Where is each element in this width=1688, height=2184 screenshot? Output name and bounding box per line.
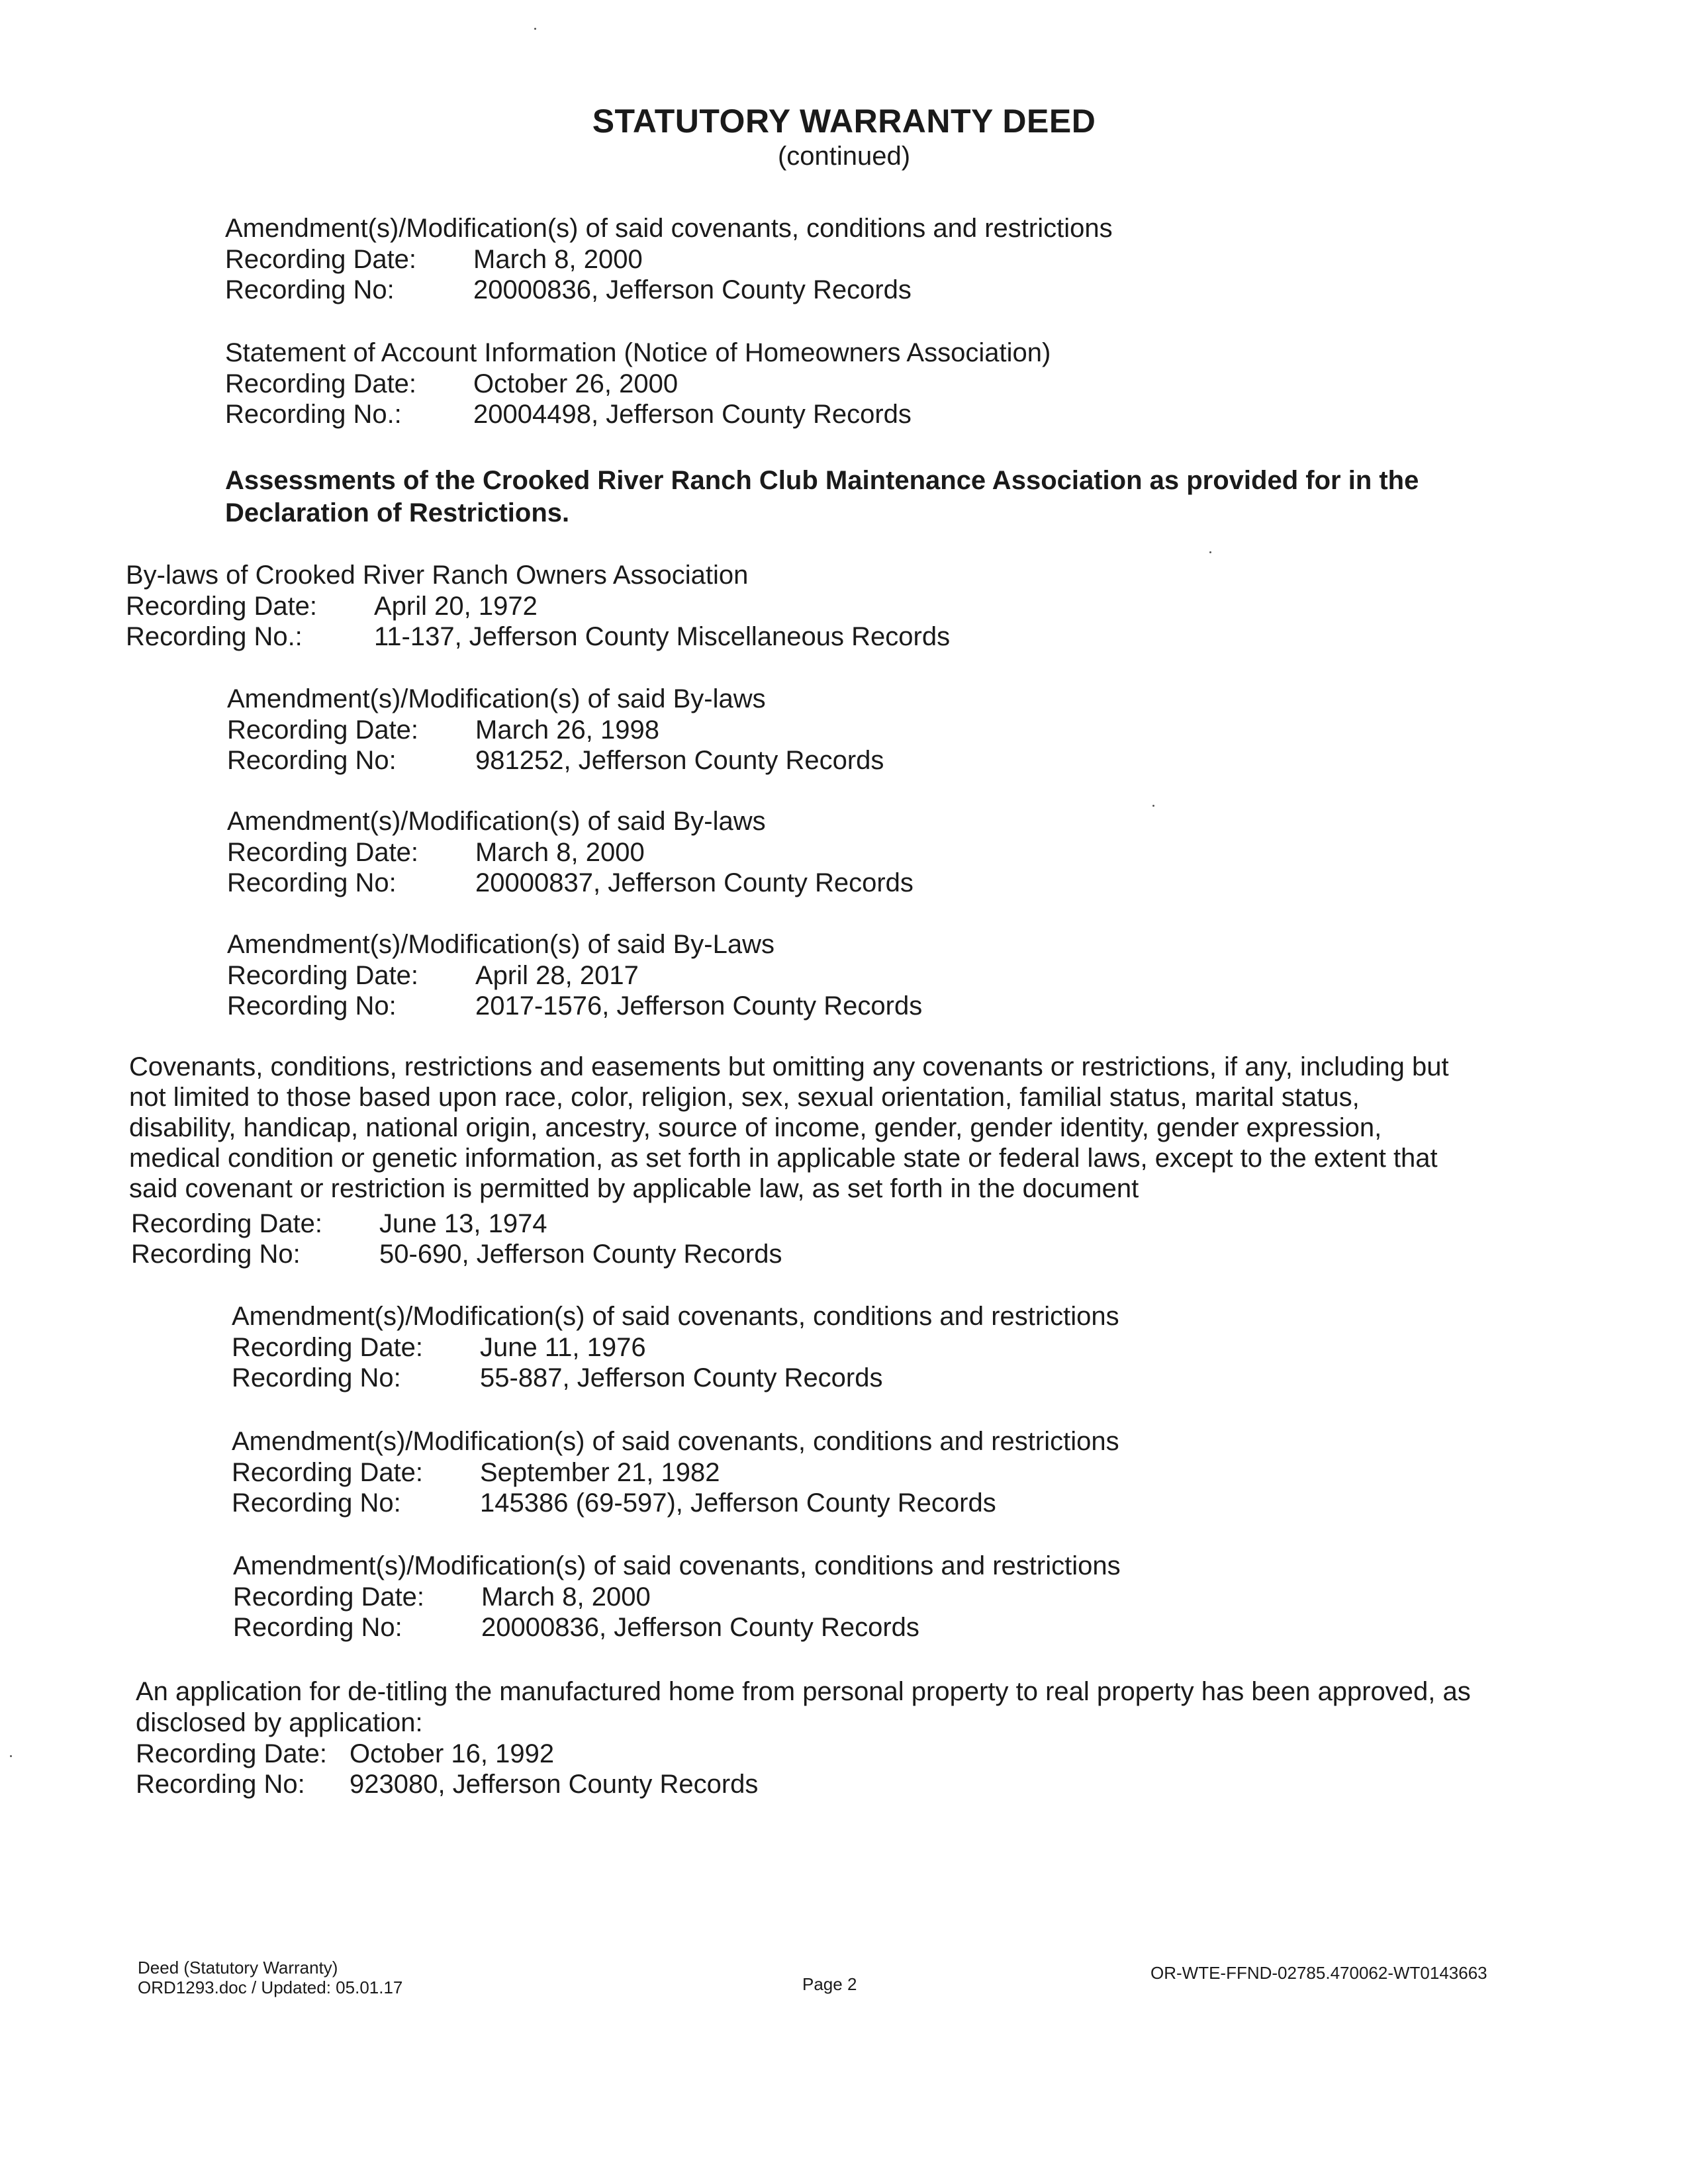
recording-date-value: June 11, 1976	[480, 1333, 646, 1362]
entry-heading: Amendment(s)/Modification(s) of said covenants, conditions and restrictions	[233, 1551, 1121, 1580]
recording-date-label: Recording Date:	[131, 1209, 323, 1238]
entry-heading: Amendment(s)/Modification(s) of said covenants, conditions and restrictions	[232, 1427, 1119, 1456]
recording-date-label: Recording Date:	[136, 1739, 328, 1768]
recording-no-label: Recording No:	[227, 991, 397, 1021]
recording-date-value: April 20, 1972	[374, 592, 538, 621]
recording-date-value: October 16, 1992	[350, 1739, 555, 1768]
recording-no-label: Recording No.:	[225, 400, 402, 429]
recording-date-value: June 13, 1974	[379, 1209, 547, 1238]
recording-no-label: Recording No:	[227, 746, 397, 775]
recording-date-label: Recording Date:	[225, 369, 417, 398]
scan-speck	[10, 1755, 12, 1757]
recording-date-label: Recording Date:	[225, 245, 417, 274]
recording-no-value: 20000837, Jefferson County Records	[475, 868, 914, 897]
entry-heading: Amendment(s)/Modification(s) of said By-laws	[227, 684, 766, 713]
recording-date-value: October 26, 2000	[473, 369, 679, 398]
scan-speck	[1152, 805, 1154, 807]
recording-no-value: 981252, Jefferson County Records	[475, 746, 884, 775]
recording-date-label: Recording Date:	[233, 1582, 425, 1612]
recording-date-label: Recording Date:	[232, 1458, 424, 1487]
recording-no-value: 2017-1576, Jefferson County Records	[475, 991, 923, 1021]
recording-date-label: Recording Date:	[227, 961, 419, 990]
recording-no-value: 145386 (69-597), Jefferson County Records	[480, 1488, 996, 1518]
entry-heading: By-laws of Crooked River Ranch Owners Association	[126, 561, 749, 590]
recording-date-value: April 28, 2017	[475, 961, 639, 990]
recording-no-label: Recording No:	[131, 1240, 301, 1269]
scan-speck	[1209, 551, 1211, 553]
recording-date-label: Recording Date:	[227, 838, 419, 867]
entry-heading: Amendment(s)/Modification(s) of said By-laws	[227, 807, 766, 836]
recording-no-label: Recording No:	[232, 1488, 401, 1518]
recording-date-label: Recording Date:	[126, 592, 318, 621]
recording-no-label: Recording No:	[227, 868, 397, 897]
detitling-line: disclosed by application:	[136, 1708, 423, 1737]
recording-date-value: March 8, 2000	[481, 1582, 651, 1612]
recording-no-value: 50-690, Jefferson County Records	[379, 1240, 782, 1269]
entry-heading: Amendment(s)/Modification(s) of said By-Laws	[227, 930, 774, 959]
assessments-heading-line2: Declaration of Restrictions.	[225, 498, 570, 527]
recording-date-label: Recording Date:	[232, 1333, 424, 1362]
recording-no-label: Recording No:	[233, 1613, 402, 1642]
page-title: STATUTORY WARRANTY DEED	[592, 103, 1096, 140]
recording-no-value: 55-887, Jefferson County Records	[480, 1363, 883, 1392]
footer-file-reference: OR-WTE-FFND-02785.470062-WT0143663	[1150, 1963, 1487, 1983]
recording-no-value: 20004498, Jefferson County Records	[473, 400, 912, 429]
covenants-line: disability, handicap, national origin, ancestry, source of income, gender, gender identity, gender expression,	[129, 1113, 1382, 1142]
covenants-line: Covenants, conditions, restrictions and easements but omitting any covenants or restrictions, if any, including but	[129, 1052, 1449, 1081]
recording-date-value: March 8, 2000	[473, 245, 643, 274]
covenants-line: said covenant or restriction is permitted by applicable law, as set forth in the document	[129, 1174, 1139, 1203]
covenants-paragraph	[129, 1052, 1612, 1204]
detitling-line: An application for de-titling the manufactured home from personal property to real property has been approved, as	[136, 1677, 1471, 1706]
covenants-line: not limited to those based upon race, color, religion, sex, sexual orientation, familial status, marital status,	[129, 1083, 1360, 1112]
entry-heading: Amendment(s)/Modification(s) of said covenants, conditions and restrictions	[225, 214, 1113, 243]
recording-no-value: 11-137, Jefferson County Miscellaneous Records	[374, 622, 951, 651]
entry-heading: Amendment(s)/Modification(s) of said covenants, conditions and restrictions	[232, 1302, 1119, 1331]
footer-page-number: Page 2	[802, 1974, 857, 1994]
scan-speck	[534, 28, 536, 30]
covenants-line: medical condition or genetic information, as set forth in applicable state or federal laws, except to the extent that	[129, 1144, 1438, 1173]
recording-no-label: Recording No:	[232, 1363, 401, 1392]
recording-date-label: Recording Date:	[227, 715, 419, 745]
page-subtitle: (continued)	[777, 142, 911, 171]
footer-form-updated: ORD1293.doc / Updated: 05.01.17	[138, 1978, 403, 1997]
footer-form-name: Deed (Statutory Warranty)	[138, 1958, 338, 1978]
assessments-heading-line1: Assessments of the Crooked River Ranch Club Maintenance Association as provided for in the	[225, 466, 1419, 495]
recording-date-value: March 26, 1998	[475, 715, 659, 745]
recording-no-label: Recording No.:	[126, 622, 303, 651]
entry-heading: Statement of Account Information (Notice of Homeowners Association)	[225, 338, 1051, 367]
recording-date-value: September 21, 1982	[480, 1458, 720, 1487]
recording-no-label: Recording No:	[225, 275, 395, 304]
recording-date-value: March 8, 2000	[475, 838, 645, 867]
recording-no-value: 20000836, Jefferson County Records	[473, 275, 912, 304]
recording-no-label: Recording No:	[136, 1770, 305, 1799]
recording-no-value: 923080, Jefferson County Records	[350, 1770, 759, 1799]
recording-no-value: 20000836, Jefferson County Records	[481, 1613, 919, 1642]
